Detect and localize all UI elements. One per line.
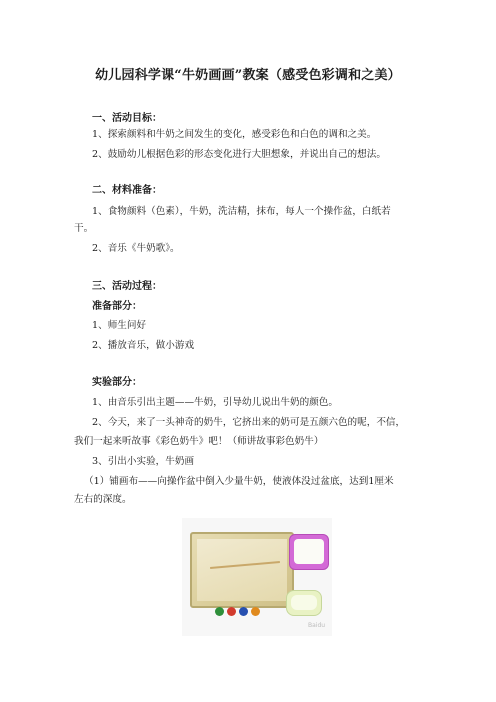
exp-step-1-line-2: 左右的深度。 bbox=[74, 494, 132, 505]
goals-item-2: 2、鼓励幼儿根据色彩的形态变化进行大胆想象，并说出自己的想法。 bbox=[92, 149, 386, 160]
exp-step-1-line-1: （1）铺画布——向操作盆中倒入少量牛奶，使液体没过盆底，达到1厘米 bbox=[84, 476, 394, 487]
color-dot-blue bbox=[239, 607, 248, 616]
materials-item-2: 2、音乐《牛奶歌》。 bbox=[92, 243, 180, 254]
process-heading: 三、活动过程： bbox=[92, 281, 162, 292]
exp-heading: 实验部分： bbox=[92, 377, 142, 388]
color-dot-red bbox=[227, 607, 236, 616]
operation-tray bbox=[190, 532, 294, 608]
prep-item-2: 2、播放音乐，做小游戏 bbox=[92, 340, 195, 351]
prep-heading: 准备部分： bbox=[92, 301, 142, 312]
materials-item-1-line-2: 干。 bbox=[74, 223, 94, 234]
prep-item-1: 1、师生问好 bbox=[92, 320, 147, 331]
pink-bowl-milk bbox=[294, 539, 324, 564]
exp-item-2-line-1: 2、今天，来了一头神奇的奶牛，它挤出来的奶可是五颜六色的呢，不信， bbox=[92, 417, 406, 428]
color-dot-orange bbox=[251, 607, 260, 616]
materials-heading: 二、材料准备： bbox=[92, 185, 162, 196]
exp-item-2-line-2: 我们一起来听故事《彩色奶牛》吧！（师讲故事彩色奶牛） bbox=[74, 436, 324, 447]
green-bowl-liquid bbox=[291, 595, 317, 610]
goals-item-1: 1、探索颜料和牛奶之间发生的变化，感受彩色和白色的调和之美。 bbox=[92, 129, 377, 140]
document-title: 幼儿园科学课“牛奶画画”教案（感受色彩调和之美） bbox=[95, 68, 401, 83]
tray-inner bbox=[197, 539, 287, 601]
color-dot-green bbox=[215, 607, 224, 616]
green-bowl bbox=[286, 590, 322, 616]
exp-item-3: 3、引出小实验，牛奶画 bbox=[92, 456, 195, 467]
pink-bowl bbox=[289, 534, 329, 570]
photo-watermark: Baidu bbox=[308, 622, 326, 629]
goals-heading: 一、活动目标： bbox=[92, 113, 162, 124]
materials-photo bbox=[182, 518, 332, 636]
exp-item-1: 1、由音乐引出主题——牛奶，引导幼儿说出牛奶的颜色。 bbox=[92, 397, 338, 408]
materials-item-1-line-1: 1、食物颜料（色素），牛奶，洗洁精，抹布，每人一个操作盆，白纸若 bbox=[92, 206, 391, 217]
